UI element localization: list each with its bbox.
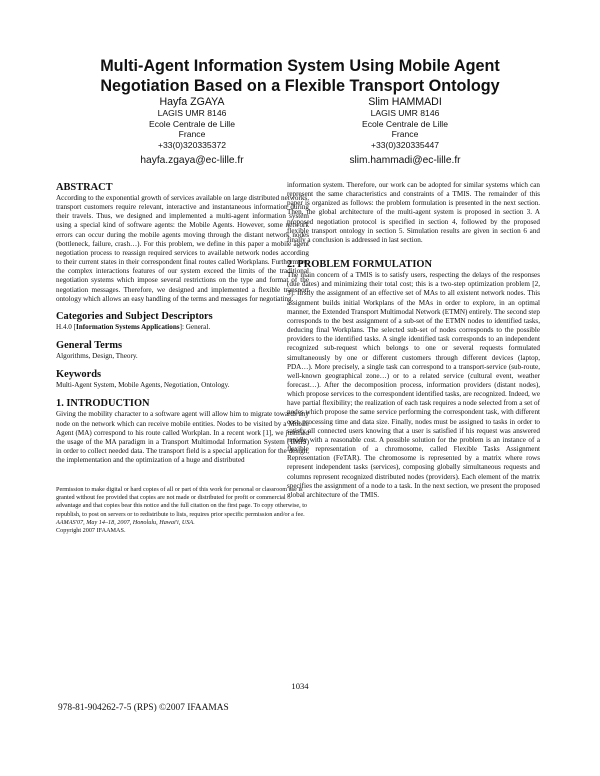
isbn-footer: 978-81-904262-7-5 (RPS) ©2007 IFAAMAS: [58, 703, 229, 713]
author-name: Hayfa ZGAYA: [159, 96, 225, 108]
categories-bold: Information Systems Applications: [76, 322, 180, 331]
general-terms-heading: General Terms: [56, 340, 123, 352]
left-column: [56, 181, 309, 535]
author-email[interactable]: slim.hammadi@ec-lille.fr: [349, 155, 461, 167]
copyright-text: Copyright 2007 IFAAMAS.: [56, 526, 126, 534]
venue-text: AAMAS'07, May 14–18, 2007, Honolulu, Hawai'i, USA.: [56, 518, 195, 526]
categories-post: ]: General.: [179, 322, 211, 331]
author-affiliation: LAGIS UMR 8146: [157, 108, 227, 118]
author-affiliation: France: [178, 129, 206, 140]
problem-formulation-text: The main concern of a TMIS is to satisfy users, respecting the delays of the responses (due dates) and minimizing their total cost; this is a two-step optimization problem [2, 3]: firstly the assignment of an effective set of MAs to all existent network nodes. This assignment builds initial Workplans of the MAs in order to explore, in an optimal manner, the Extended Transport Multimodal Network (ETMN) entirely. The second step corresponds to the best assignment of a sub-set of the ETMN nodes to identified tasks, deducing final Workplans. The selected sub-set of nodes corresponds to the possible providers to the identified tasks. A single identified task corresponds to an independent recognized sub-request which belongs to one or several requests formulated simultaneously by one or different customers through different devices (laptop, PDA…). More precisely, a single task can correspond to a transport-service (sub-route, well-known geographical zone…) or to a related service (cultural event, weather forecast…). After the decomposition process, information providers (distant nodes), which propose services to the correspondent identified tasks, are recognized. Indeed, we have partial flexibility; the realization of each task requires a node selected from a set of nodes which propose the same service performing the correspondent task, with different cost, processing time and data size. Finally, nodes must be assigned to tasks in order to satisfy all connected users knowing that a user is satisfied if his request was answered rapidly with a reasonable cost. A possible solution for the problem is an instance of a flexible representation of a chromosome, called Flexible Tasks Assignment Representation (FeTAR). The chromosome is represented by a matrix where rows represent independent tasks (services), composing globally simultaneous requests and columns represent recognized distributed nodes (providers). Each element of the matrix specifies the assignment of a node to a task. In the next section, we present the proposed global architecture of the TMIS.: [287, 271, 540, 499]
author-block-2: [305, 96, 505, 167]
abstract-text: According to the exponential growth of services available on large distributed networks, transport customers require relevant, interactive and instantaneous information during their travels. Thus, we designed and implemented a multi-agent information system using a special kind of software agents: the Mobile Agents. However, some network errors can occur during the mobile agents moving through the distant network nodes (bottleneck, failure, crash…). For this problem, we define in this paper a mobile agent negotiation process to reassign required services to available network nodes according to their current states in their correspondent final routes called Workplans. Furthermore, the complex interactions features of our system exceed the limits of the traditional negotiation systems which impose several restrictions on the type and format of the negotiation messages. Therefore, we designed and implemented a flexible transport ontology which allows an easy handling of the terms and messages for negotiating.: [56, 194, 309, 303]
abstract-heading: ABSTRACT: [56, 182, 113, 193]
author-phone: +33(0)320335372: [157, 139, 227, 150]
title-line-2: Negotiation Based on a Flexible Transport Ontology: [100, 77, 500, 95]
categories-text: [56, 323, 309, 332]
author-affiliation: Ecole Centrale de Lille: [149, 118, 235, 129]
problem-formulation-heading: 2. PROBLEM FORMULATION: [287, 259, 432, 271]
right-column: [287, 181, 540, 500]
introduction-heading: 1. INTRODUCTION: [56, 398, 150, 410]
keywords-heading: Keywords: [56, 369, 102, 381]
title-line-1: Multi-Agent Information System Using Mobile Agent: [100, 57, 500, 75]
general-terms-text: Algorithms, Design, Theory.: [56, 352, 138, 361]
author-name: Slim HAMMADI: [368, 96, 442, 108]
author-affiliation: LAGIS UMR 8146: [370, 108, 440, 118]
permission-block: [56, 486, 309, 535]
introduction-continued-text: information system. Therefore, our work can be adopted for similar systems which can represent the same characteristics and constraints of a TMIS. The remainder of this paper is organized as follows: the problem formulation is presented in the next section. Then, the global architecture of the multi-agent system is proposed in section 3. A proposed negotiation protocol is specified in section 4, followed by the proposed flexible transport ontology in section 5. Simulation results are given in section 6 and finally a conclusion is addressed in last section.: [287, 181, 540, 244]
author-affiliation: France: [391, 129, 419, 140]
author-block-1: [92, 96, 292, 167]
author-phone: +33(0)320335447: [370, 139, 440, 150]
permission-text: Permission to make digital or hard copies of all or part of this work for personal or classroom use is granted without fee provided that copies are not made or distributed for profit or commercial advantage and that copies bear this notice and the full citation on the first page. To copy otherwise, to republish, to post on servers or to redistribute to lists, requires prior specific permission and/or a fee.: [56, 486, 308, 518]
paper-title: [40, 56, 560, 96]
keywords-text: Multi-Agent System, Mobile Agents, Negotiation, Ontology.: [56, 381, 230, 390]
page-number: 1034: [291, 681, 309, 691]
author-affiliation: Ecole Centrale de Lille: [362, 118, 448, 129]
categories-pre: H.4.0 [: [56, 322, 77, 331]
introduction-text: Giving the mobility character to a software agent will allow him to migrate towards any node on the network which can receive mobile entities. Nodes to be visited by a Mobile Agent (MA) correspond to his route called Workplan. In a recent work [1], we justified the usage of the MA paradigm in a Transport Multimodal Information System (TMIS) in order to collect needed data. The transport field is a special application for the design, the implementation and the optimization of a huge and distributed: [56, 410, 309, 465]
categories-heading: Categories and Subject Descriptors: [56, 310, 213, 322]
author-email[interactable]: hayfa.zgaya@ec-lille.fr: [140, 155, 244, 167]
